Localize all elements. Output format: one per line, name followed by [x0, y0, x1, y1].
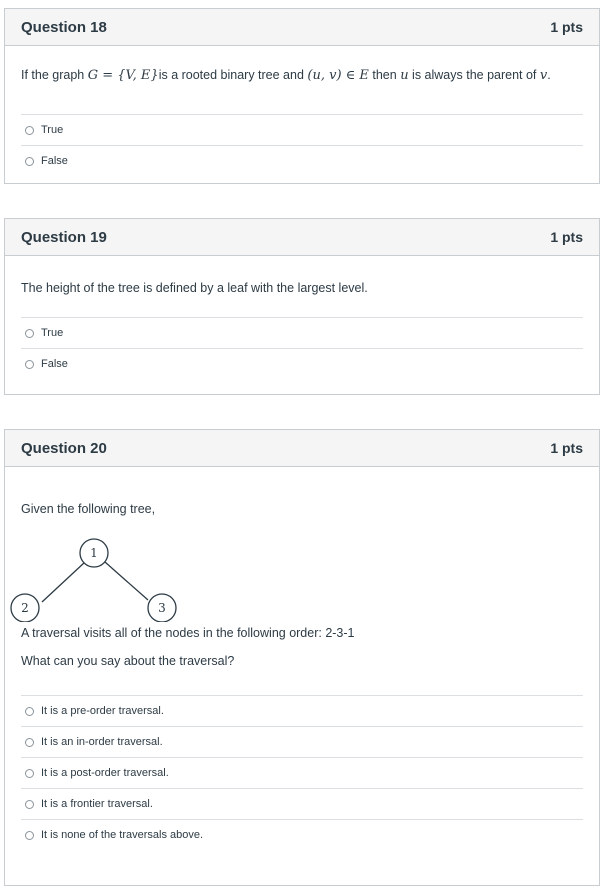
question-points: 1 pts	[550, 19, 583, 35]
answer-label: It is a frontier traversal.	[41, 798, 153, 810]
question-points: 1 pts	[550, 440, 583, 456]
radio-button-icon[interactable]	[25, 360, 34, 369]
radio-button-icon[interactable]	[25, 769, 34, 778]
answer-list	[21, 114, 583, 176]
answer-label: False	[41, 155, 68, 167]
question-text-part: .	[547, 68, 551, 82]
question-text-part: is a rooted binary tree and	[158, 68, 308, 82]
tree-edge	[105, 562, 148, 600]
question-header	[5, 219, 599, 256]
answer-option-none[interactable]	[21, 819, 583, 850]
question-text-part: If the graph	[21, 68, 88, 82]
math-expression: u	[400, 68, 409, 83]
question-body	[5, 281, 599, 379]
radio-button-icon[interactable]	[25, 800, 34, 809]
question-header	[5, 9, 599, 46]
answer-label: True	[41, 124, 64, 136]
question-text-part: is always the parent of	[408, 68, 540, 82]
tree-node-label: 2	[21, 601, 29, 615]
radio-button-icon[interactable]	[25, 126, 34, 135]
answer-list	[21, 317, 583, 379]
question-prompt: What can you say about the traversal?	[21, 654, 235, 668]
answer-option-false[interactable]	[21, 145, 583, 176]
math-expression: (u, v) ∈ E	[307, 68, 369, 83]
tree-node-3	[148, 594, 176, 622]
answer-label: It is an in-order traversal.	[41, 736, 163, 748]
question-19-card	[4, 218, 600, 395]
answer-label: True	[41, 327, 64, 339]
answer-option-true[interactable]	[21, 114, 583, 145]
question-header	[5, 430, 599, 467]
question-text-part: then	[368, 68, 401, 82]
question-text: The height of the tree is defined by a leaf with the largest level.	[21, 281, 368, 295]
answer-option-false[interactable]	[21, 348, 583, 379]
answer-option-frontier[interactable]	[21, 788, 583, 819]
question-20-card	[4, 429, 600, 886]
radio-button-icon[interactable]	[25, 329, 34, 338]
radio-button-icon[interactable]	[25, 707, 34, 716]
tree-node-label: 1	[90, 546, 98, 560]
traversal-text: A traversal visits all of the nodes in the following order: 2-3-1	[21, 626, 355, 640]
tree-diagram	[5, 526, 205, 622]
tree-node-1	[80, 539, 108, 567]
question-body	[5, 68, 599, 176]
answer-label: It is a post-order traversal.	[41, 767, 169, 779]
tree-node-2	[11, 594, 39, 622]
answer-option-post-order[interactable]	[21, 757, 583, 788]
question-text	[21, 68, 583, 114]
question-body	[5, 502, 599, 850]
question-intro: Given the following tree,	[21, 502, 156, 516]
answer-option-true[interactable]	[21, 317, 583, 348]
answer-label: It is none of the traversals above.	[41, 829, 204, 841]
math-expression: G = {V, E}	[87, 68, 159, 83]
question-title: Question 18	[21, 18, 107, 36]
answer-option-in-order[interactable]	[21, 726, 583, 757]
math-expression: v	[539, 68, 548, 83]
tree-edge	[42, 562, 85, 602]
answer-list	[21, 695, 583, 850]
question-title: Question 20	[21, 439, 107, 457]
tree-node-label: 3	[158, 601, 166, 615]
radio-button-icon[interactable]	[25, 738, 34, 747]
question-title: Question 19	[21, 228, 107, 246]
answer-option-pre-order[interactable]	[21, 695, 583, 726]
answer-label: False	[41, 358, 68, 370]
radio-button-icon[interactable]	[25, 831, 34, 840]
answer-label: It is a pre-order traversal.	[41, 705, 164, 717]
question-18-card	[4, 8, 600, 184]
radio-button-icon[interactable]	[25, 157, 34, 166]
question-points: 1 pts	[550, 229, 583, 245]
